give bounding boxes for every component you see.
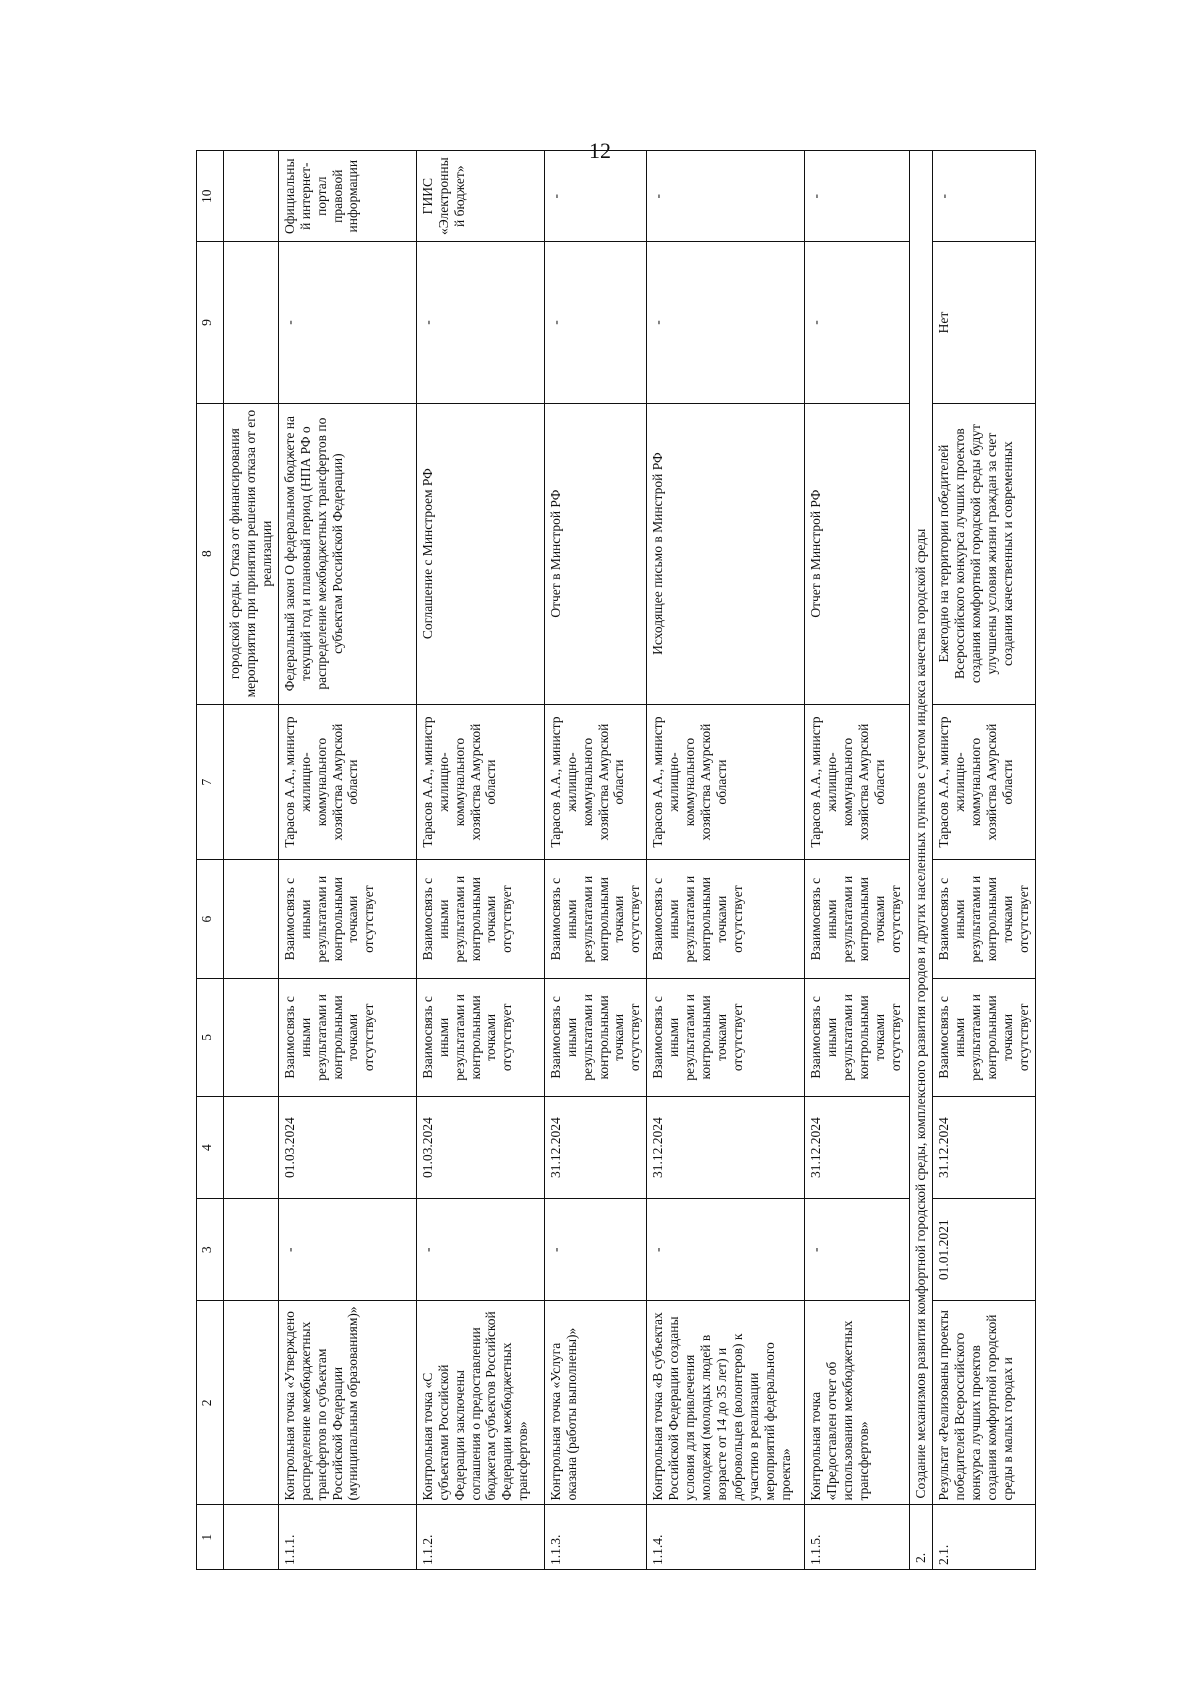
info-system: -	[933, 151, 1036, 242]
successor: Взаимосвязь с иными результатами и контрольными точками отсутствует	[416, 860, 544, 978]
row-number: 1.1.4.	[647, 1505, 805, 1570]
successor: Взаимосвязь с иными результатами и контрольными точками отсутствует	[544, 860, 647, 978]
successor: Взаимосвязь с иными результатами и контрольными точками отсутствует	[647, 860, 805, 978]
info-system: -	[544, 151, 647, 242]
col9-value: -	[544, 242, 647, 403]
row-number: 1.1.1.	[278, 1505, 416, 1570]
header-cell: 9	[197, 242, 224, 403]
successor: Взаимосвязь с иными результатами и контрольными точками отсутствует	[933, 860, 1036, 978]
header-cell: 5	[197, 978, 224, 1096]
info-system: -	[647, 151, 805, 242]
section-number: 2.	[910, 1505, 933, 1570]
continuation-row	[224, 151, 279, 1570]
predecessor: Взаимосвязь с иными результатами и контрольными точками отсутствует	[416, 978, 544, 1096]
successor: Взаимосвязь с иными результатами и контрольными точками отсутствует	[805, 860, 910, 978]
successor: Взаимосвязь с иными результатами и контрольными точками отсутствует	[278, 860, 416, 978]
row-number: 2.1.	[933, 1505, 1036, 1570]
end-date: 01.03.2024	[278, 1097, 416, 1199]
document: Федеральный закон О федеральном бюджете на текущий год и плановый период (НПА РФ о распределение межбюджетных трансфертов по субъектам Российской Федерации)	[278, 403, 416, 704]
responsible: Тарасов А.А., министр жилищно-коммунального хозяйства Амурской области	[805, 704, 910, 860]
table-row	[544, 151, 647, 1570]
section-title: Создание механизмов развития комфортной городской среды, комплексного развития городов и других населенных пунктов с учетом индекса качества городской среды	[910, 151, 933, 1506]
responsible: Тарасов А.А., министр жилищно-коммунального хозяйства Амурской области	[416, 704, 544, 860]
row-name: Контрольная точка «Утверждено распределение межбюджетных трансфертов по субъектам Российской Федерации (муниципальным образованиям)»	[278, 1301, 416, 1505]
end-date: 31.12.2024	[544, 1097, 647, 1199]
col9-value: -	[416, 242, 544, 403]
row-number: 1.1.5.	[805, 1505, 910, 1570]
predecessor: Взаимосвязь с иными результатами и контрольными точками отсутствует	[805, 978, 910, 1096]
header-cell: 4	[197, 1097, 224, 1199]
start-date: -	[416, 1199, 544, 1301]
document: Исходящее письмо в Минстрой РФ	[647, 403, 805, 704]
predecessor: Взаимосвязь с иными результатами и контрольными точками отсутствует	[544, 978, 647, 1096]
table-row	[278, 151, 416, 1570]
responsible: Тарасов А.А., министр жилищно-коммунального хозяйства Амурской области	[278, 704, 416, 860]
rotated-table-container	[196, 150, 1104, 1570]
page-number: 12	[589, 138, 611, 163]
start-date: -	[805, 1199, 910, 1301]
document: Отчет в Минстрой РФ	[805, 403, 910, 704]
row-number: 1.1.3.	[544, 1505, 647, 1570]
col9-value: Нет	[933, 242, 1036, 403]
table-row	[933, 151, 1036, 1570]
header-cell: 2	[197, 1301, 224, 1505]
responsible: Тарасов А.А., министр жилищно-коммунального хозяйства Амурской области	[647, 704, 805, 860]
header-row	[197, 151, 224, 1570]
row-name: Контрольная точка «Предоставлен отчет об использовании межбюджетных трансфертов»	[805, 1301, 910, 1505]
info-system: ГИИС «Электронный бюджет»	[416, 151, 544, 242]
row-number: 1.1.2.	[416, 1505, 544, 1570]
section-row	[910, 151, 933, 1570]
predecessor: Взаимосвязь с иными результатами и контрольными точками отсутствует	[278, 978, 416, 1096]
continuation-text: городской среды. Отказ от финансирования мероприятия при принятии решения отказа от его реализации	[224, 403, 279, 704]
document: Ежегодно на территории победителей Всероссийского конкурса лучших проектов создания комфортной городской среды будут улучшены условия жизни граждан за счет создания качественных и современных	[933, 403, 1036, 704]
predecessor: Взаимосвязь с иными результатами и контрольными точками отсутствует	[647, 978, 805, 1096]
row-name: Контрольная точка «С субъектами Российской Федерации заключены соглашения о предоставлении бюджетам субъектов Российской Федерации межбюджетных трансфертов»	[416, 1301, 544, 1505]
info-system: -	[805, 151, 910, 242]
schedule-table	[196, 150, 1036, 1570]
col9-value: -	[278, 242, 416, 403]
header-cell: 7	[197, 704, 224, 860]
start-date: -	[647, 1199, 805, 1301]
document: Соглашение с Минстроем РФ	[416, 403, 544, 704]
col9-value: -	[805, 242, 910, 403]
end-date: 31.12.2024	[805, 1097, 910, 1199]
responsible: Тарасов А.А., министр жилищно-коммунального хозяйства Амурской области	[544, 704, 647, 860]
header-cell: 8	[197, 403, 224, 704]
header-cell: 1	[197, 1505, 224, 1570]
table-row	[416, 151, 544, 1570]
document: Отчет в Минстрой РФ	[544, 403, 647, 704]
header-cell: 10	[197, 151, 224, 242]
start-date: -	[544, 1199, 647, 1301]
header-cell: 6	[197, 860, 224, 978]
table-row	[647, 151, 805, 1570]
row-name: Контрольная точка «Услуга оказана (работы выполнены)»	[544, 1301, 647, 1505]
col9-value: -	[647, 242, 805, 403]
responsible: Тарасов А.А., министр жилищно-коммунального хозяйства Амурской области	[933, 704, 1036, 860]
start-date: 01.01.2021	[933, 1199, 1036, 1301]
start-date: -	[278, 1199, 416, 1301]
end-date: 01.03.2024	[416, 1097, 544, 1199]
predecessor: Взаимосвязь с иными результатами и контрольными точками отсутствует	[933, 978, 1036, 1096]
row-name: Результат «Реализованы проекты победителей Всероссийского конкурса лучших проектов создания комфортной городской среды в малых городах и	[933, 1301, 1036, 1505]
table-row	[805, 151, 910, 1570]
info-system: Официальный интернет-портал правовой информации	[278, 151, 416, 242]
end-date: 31.12.2024	[933, 1097, 1036, 1199]
row-name: Контрольная точка «В субъектах Российской Федерации созданы условия для привлечения молодежи (молодых людей в возрасте от 14 до 35 лет) и добровольцев (волонтеров) к участию в реализации мероприятий федерального проекта»	[647, 1301, 805, 1505]
end-date: 31.12.2024	[647, 1097, 805, 1199]
header-cell: 3	[197, 1199, 224, 1301]
